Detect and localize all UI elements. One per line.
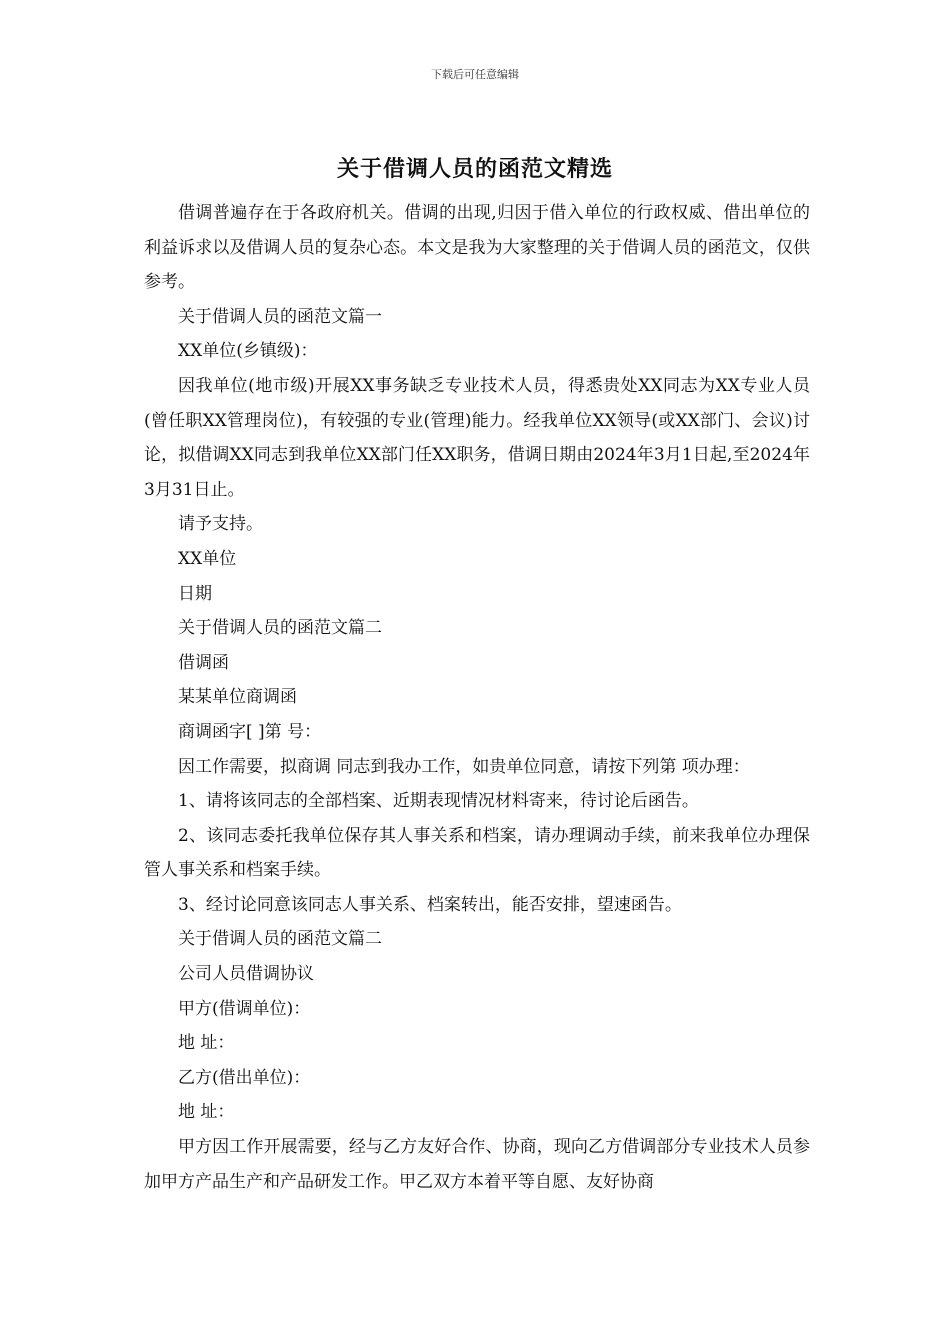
paragraph: 借调普遍存在于各政府机关。借调的出现,归因于借入单位的行政权威、借出单位的利益诉求以及借调人员的复杂心态。本文是我为大家整理的关于借调人员的函范文，仅供参考。	[144, 203, 810, 293]
paragraph: XX单位	[178, 548, 237, 569]
paragraph: 请予支持。	[178, 514, 263, 535]
paragraph: 因工作需要，拟商调 同志到我办工作，如贵单位同意，请按下列第 项办理：	[178, 756, 750, 777]
paragraph: 地 址：	[178, 1102, 235, 1123]
paragraph: 地 址：	[178, 1033, 235, 1054]
list-item: 3、经讨论同意该同志人事关系、档案转出，能否安排，望速函告。	[178, 894, 682, 915]
paragraph: XX单位(乡镇级)：	[178, 341, 318, 362]
paragraph: 商调函字[ ]第 号：	[178, 721, 322, 742]
document-body	[144, 196, 810, 1199]
paragraph: 甲方(借调单位)：	[178, 998, 311, 1019]
document-title: 关于借调人员的函范文精选	[336, 156, 613, 182]
list-item: 1、请将该同志的全部档案、近期表现情况材料寄来，待讨论后函告。	[178, 791, 699, 812]
paragraph: 公司人员借调协议	[178, 964, 314, 985]
section-heading: 关于借调人员的函范文篇一	[178, 306, 382, 327]
paragraph: 某某单位商调函	[178, 687, 297, 708]
paragraph: 日期	[178, 583, 212, 604]
paragraph: 甲方因工作开展需要，经与乙方友好合作、协商，现向乙方借调部分专业技术人员参加甲方产品生产和产品研发工作。甲乙双方本着平等自愿、友好协商	[144, 1137, 810, 1192]
paragraph: 借调函	[178, 652, 229, 673]
paragraph: 乙方(借出单位)：	[178, 1067, 311, 1088]
list-item: 2、该同志委托我单位保存其人事关系和档案，请办理调动手续，前来我单位办理保管人事关系和档案手续。	[144, 825, 810, 881]
section-heading: 关于借调人员的函范文篇二	[178, 618, 382, 639]
header-note: 下载后可任意编辑	[431, 68, 519, 81]
paragraph: 因我单位(地市级)开展XX事务缺乏专业技术人员，得悉贵处XX同志为XX专业人员(曾任职XX管理岗位)，有较强的专业(管理)能力。经我单位XX领导(或XX部门、会议)讨论，拟借调XX同志到我单位XX部门任XX职务，借调日期由2024年3月1日起,至2024年3月31日止。	[144, 375, 810, 500]
section-heading: 关于借调人员的函范文篇二	[178, 929, 382, 950]
